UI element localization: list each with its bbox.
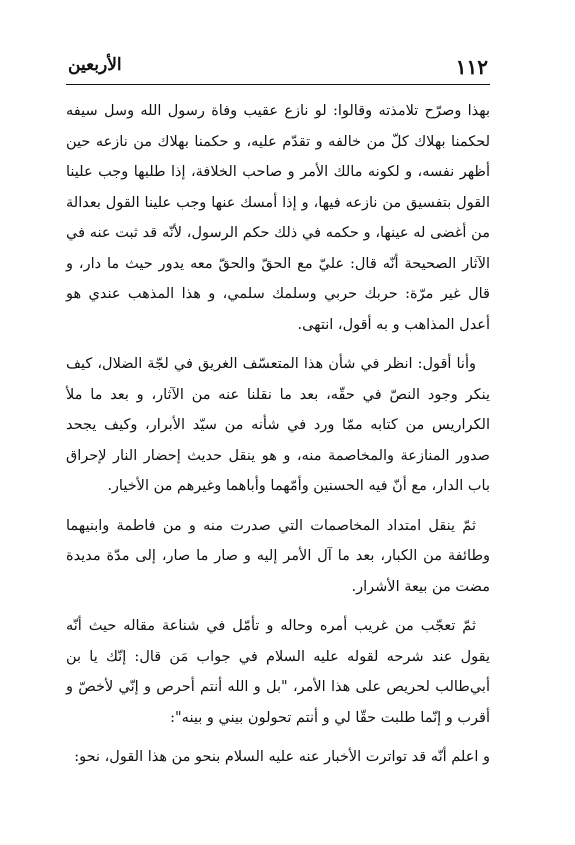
paragraph-4: ثمّ تعجّب من غريب أمره وحاله و تأمّل في شناعة مقاله حيث أنّه يقول عند شرحه لقوله عليه السلام في جواب مَن قال: إنّك يا بن أبي‌طالب لحريص على هذا الأمر، "بل و الله أنتم أحرص و إنّي لأخصّ و أقرب و إنّما طلبت حقّا لي و أنتم تحولون بيني و بينه": xyxy=(66,618,490,726)
header-rule xyxy=(66,84,490,85)
page-header xyxy=(68,55,488,85)
running-title: الأربعين xyxy=(68,55,122,75)
body-text xyxy=(66,96,490,773)
page-number: ١١٢ xyxy=(455,55,488,79)
paragraph-2: وأنا أقول: انظر في شأن هذا المتعسّف الغريق في لجّة الضلال، كيف ينكر وجود النصّ في حقّه، بعد ما نقلنا عنه من الآثار، و بعد ما ملأ الكراريس من كتابه ممّا ورد في شأنه من سيّد الأبرار، وكيف يجحد صدور المنازعة والمخاصمة منه، و هو ينقل حديث إحضار النار لإحراق باب الدار، مع أنّ فيه الحسنين وأمّهما وأباهما وغيرهم من الأخيار. xyxy=(66,356,490,494)
paragraph-1: بهذا وصرّح تلامذته وقالوا: لو نازع عقيب وفاة رسول الله وسل سيفه لحكمنا بهلاك كلّ من خالفه و تقدّم عليه، و حكمنا بهلاك من نازعه حين أظهر نفسه، و لكونه مالك الأمر و صاحب الخلافة، إذا طلبها وجب علينا القول بتفسيق من نازعه فيها، و إذا أمسك عنها وجب علينا القول بعدالة من أغضى له عينها، و حكمه في ذلك حكم الرسول، لأنّه قد ثبت عنه في الآثار الصحيحة أنّه قال: عليّ مع الحقّ والحقّ معه يدور حيث ما دار، و قال غير مرّة: حربك حربي وسلمك سلمي، و هذا المذهب عندي هو أعدل المذاهب و به أقول، انتهى. xyxy=(66,103,490,333)
paragraph-5: و اعلم أنّه قد تواترت الأخبار عنه عليه السلام بنحو من هذا القول، نحو: xyxy=(74,749,490,765)
paragraph-3: ثمّ ينقل امتداد المخاصمات التي صدرت منه و من فاطمة وابنيهما وطائفة من الكبار، بعد ما آل الأمر إليه و صار ما صار، إلى مدّة مديدة مضت من بيعة الأشرار. xyxy=(66,517,490,595)
